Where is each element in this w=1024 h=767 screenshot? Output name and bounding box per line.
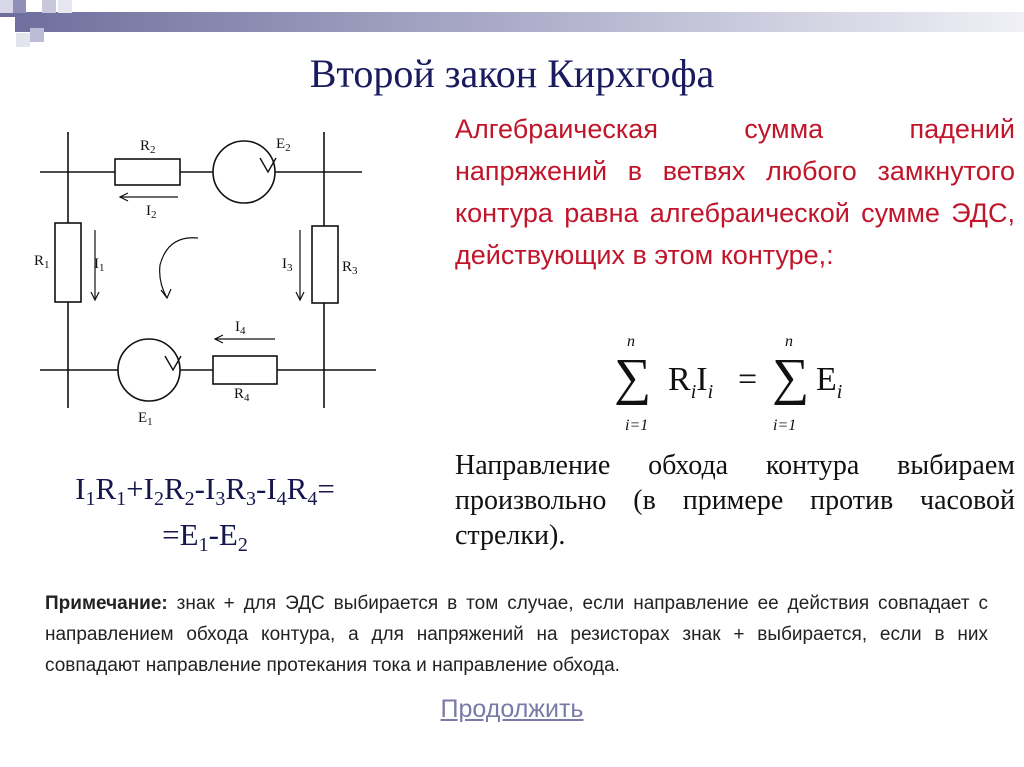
equation-term: =	[317, 471, 335, 506]
source-e2	[213, 141, 275, 203]
svg-text:i=1: i=1	[625, 417, 649, 434]
equation-term: I	[75, 471, 86, 506]
resistor-r1	[55, 223, 81, 302]
equation-term: R	[163, 471, 185, 506]
svg-text:RiIi: $R_iI_i$	[668, 361, 714, 403]
continue-link[interactable]: Продолжить	[440, 695, 584, 723]
equation-subscript: 3	[215, 488, 226, 510]
equation-term: =E	[162, 517, 199, 552]
equation-subscript: 2	[184, 488, 195, 510]
label-r1: $R_1$	[34, 253, 50, 271]
note-text: знак + для ЭДС выбирается в том случае, если направление ее действия совпадает с направлением обхода контура, а для напряжений на резисторах знак + выбирается, если в них совпадают направление протекания тока и направление обхода.	[45, 593, 988, 676]
svg-text:i=1: i=1	[773, 417, 797, 434]
label-e2: $E_2$	[276, 136, 291, 154]
label-r2: $R_2$	[140, 138, 156, 156]
equation-term: -I	[194, 471, 216, 506]
equation-term: R	[286, 471, 308, 506]
circuit-diagram	[0, 120, 440, 440]
equation-line-1	[40, 466, 370, 512]
equation-line-2	[40, 512, 370, 558]
kirchhoff-equation	[40, 466, 370, 558]
resistor-r2	[115, 159, 180, 185]
equation-subscript: 2	[153, 488, 164, 510]
resistor-r3	[312, 226, 338, 303]
equation-term: R	[95, 471, 117, 506]
svg-text:Ei: $E_i$	[816, 361, 843, 403]
slide-title: Второй закон Кирхгофа	[309, 51, 715, 96]
label-i1: $I_1$	[94, 256, 105, 274]
label-i3: $I_3$	[282, 256, 293, 274]
note	[45, 588, 988, 681]
equation-subscript: 1	[85, 488, 96, 510]
label-e1: $E_1$	[138, 410, 153, 428]
direction-text: Направление обхода контура выбираем произвольно (в примере против часовой стрелки).	[455, 450, 1015, 551]
label-i4: $I_4$	[235, 319, 246, 337]
note-label: Примечание:	[45, 593, 168, 614]
svg-text:∑: ∑	[772, 349, 810, 406]
equation-subscript: 1	[198, 534, 209, 556]
rule-statement: Алгебраическая сумма падений напряжений в ветвях любого замкнутого контура равна алгебраической сумме ЭДС, действующих в этом контуре,:	[455, 114, 1015, 270]
equation-term: -E	[208, 517, 238, 552]
equation-subscript: 4	[307, 488, 318, 510]
label-i2: $I_2$	[146, 203, 157, 221]
label-r3: $R_3$	[342, 259, 358, 277]
equation-term: +I	[126, 471, 154, 506]
source-e1	[118, 339, 180, 401]
equation-subscript: 1	[116, 488, 127, 510]
summation-formula	[610, 330, 870, 440]
svg-text:=: =	[738, 361, 758, 398]
svg-text:∑: ∑	[614, 349, 652, 406]
equation-term: R	[225, 471, 247, 506]
equation-subscript: 3	[246, 488, 257, 510]
resistor-r4	[213, 356, 277, 384]
svg-text:n: n	[785, 333, 793, 350]
svg-text:n: n	[627, 333, 635, 350]
equation-subscript: 2	[237, 534, 248, 556]
equation-term: -I	[256, 471, 277, 506]
equation-subscript: 4	[276, 488, 287, 510]
label-r4: $R_4$	[234, 386, 250, 404]
